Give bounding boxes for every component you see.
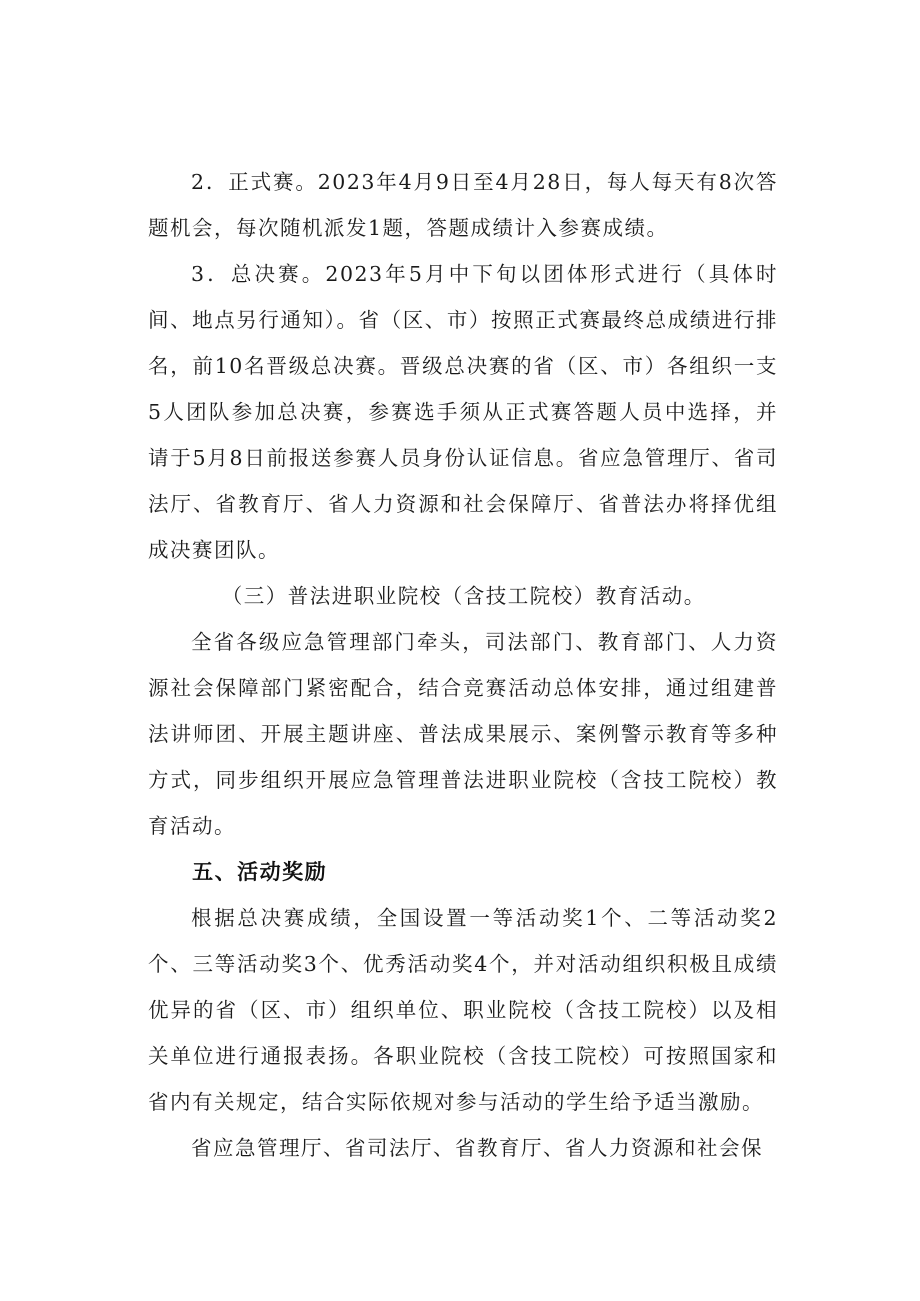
paragraph-education-activity: 全省各级应急管理部门牵头，司法部门、教育部门、人力资源社会保障部门紧密配合，结合竞赛活动总体安排，通过组建普法讲师团、开展主题讲座、普法成果展示、案例警示教育等多种方式，同步组织开展应急管理普法进职业院校（含技工院校）教育活动。 bbox=[148, 630, 778, 838]
document-body bbox=[148, 159, 778, 1171]
paragraph-awards: 根据总决赛成绩，全国设置一等活动奖1个、二等活动奖2个、三等活动奖3个、优秀活动奖4个，并对活动组织积极且成绩优异的省（区、市）组织单位、职业院校（含技工院校）以及相关单位进行通报表扬。各职业院校（含技工院校）可按照国家和省内有关规定，结合实际依规对参与活动的学生给予适当激励。 bbox=[148, 906, 778, 1114]
paragraph-final-competition: 3．总决赛。2023年5月中下旬以团体形式进行（具体时间、地点另行通知）。省（区、市）按照正式赛最终总成绩进行排名，前10名晋级总决赛。晋级总决赛的省（区、市）各组织一支5人团队参加总决赛，参赛选手须从正式赛答题人员中选择，并请于5月8日前报送参赛人员身份认证信息。省应急管理厅、省司法厅、省教育厅、省人力资源和社会保障厅、省普法办将择优组成决赛团队。 bbox=[148, 262, 778, 562]
paragraph-departments: 省应急管理厅、省司法厅、省教育厅、省人力资源和社会保 bbox=[191, 1136, 764, 1160]
section-heading-awards: 五、活动奖励 bbox=[192, 860, 328, 884]
section-heading-education-activity: （三）普法进职业院校（含技工院校）教育活动。 bbox=[221, 584, 706, 608]
paragraph-formal-competition: 2．正式赛。2023年4月9日至4月28日，每人每天有8次答题机会，每次随机派发1题，答题成绩计入参赛成绩。 bbox=[148, 170, 778, 240]
